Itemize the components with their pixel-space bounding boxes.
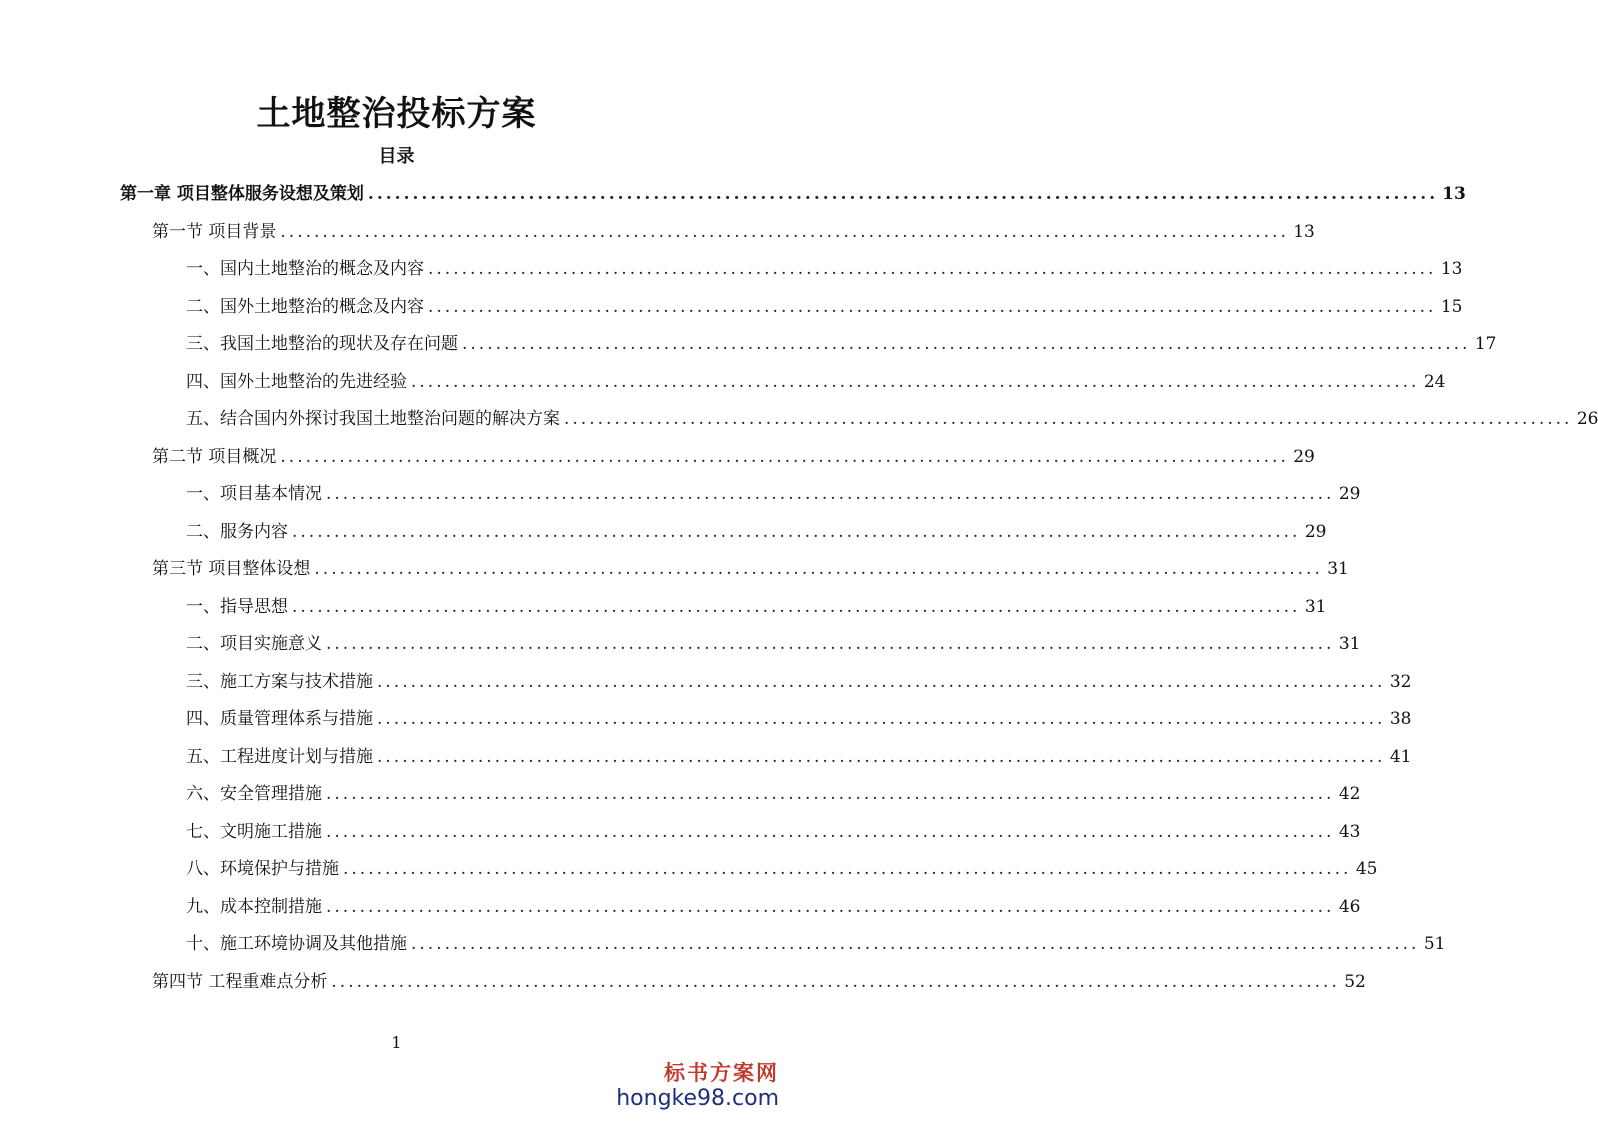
toc-leader-dots: ........................................................................................................................ <box>331 971 1340 992</box>
toc-leader-dots: ........................................................................................................................ <box>367 184 1439 204</box>
toc-leader-dots: ........................................................................................................................ <box>462 334 1471 354</box>
toc-entry[interactable] <box>152 443 1315 471</box>
toc-entry-page: 15 <box>1440 296 1463 317</box>
toc-entry[interactable] <box>186 818 1361 846</box>
toc-entry-page: 29 <box>1293 446 1315 467</box>
toc-entry[interactable] <box>120 180 1466 208</box>
toc-entry-label: 十、施工环境协调及其他措施 <box>186 934 407 954</box>
toc-entry-page: 43 <box>1338 821 1361 842</box>
toc-entry-page: 17 <box>1474 334 1497 354</box>
toc-entry-label: 七、文明施工措施 <box>186 821 322 842</box>
toc-leader-dots: ........................................................................................................................ <box>377 709 1386 729</box>
toc-entry-page: 32 <box>1389 671 1412 692</box>
toc-entry-label: 五、结合国内外探讨我国土地整治问题的解决方案 <box>186 409 560 429</box>
toc-entry-page: 31 <box>1304 596 1327 617</box>
toc-entry[interactable] <box>186 293 1463 321</box>
toc-entry-label: 一、项目基本情况 <box>186 484 322 504</box>
document-title: 土地整治投标方案 <box>256 94 537 134</box>
toc-entry-label: 六、安全管理措施 <box>186 784 322 804</box>
toc-entry-page: 41 <box>1389 746 1412 767</box>
watermark <box>616 1060 779 1112</box>
toc-entry-page: 46 <box>1338 896 1361 917</box>
toc-leader-dots: ........................................................................................................................ <box>564 409 1573 429</box>
toc-leader-dots: ........................................................................................................................ <box>326 784 1335 804</box>
toc-entry-label: 八、环境保护与措施 <box>186 859 339 879</box>
toc-entry[interactable] <box>152 218 1315 246</box>
toc-entry[interactable] <box>152 968 1366 996</box>
toc-entry[interactable] <box>186 705 1412 733</box>
toc-entry-label: 第二节 项目概况 <box>152 446 277 467</box>
toc-leader-dots: ........................................................................................................................ <box>326 896 1335 917</box>
toc-entry[interactable] <box>186 480 1361 508</box>
toc-entry-page: 45 <box>1355 859 1378 879</box>
toc-entry-label: 三、我国土地整治的现状及存在问题 <box>186 334 458 354</box>
toc-entry-page: 13 <box>1440 259 1463 279</box>
toc-entry[interactable] <box>152 555 1349 583</box>
toc-entry[interactable] <box>186 330 1497 358</box>
toc-leader-dots: ........................................................................................................................ <box>411 371 1420 392</box>
toc-entry-label: 一、指导思想 <box>186 596 288 617</box>
toc-leader-dots: ........................................................................................................................ <box>428 296 1437 317</box>
toc-entry-label: 三、施工方案与技术措施 <box>186 671 373 692</box>
toc-leader-dots: ........................................................................................................................ <box>326 484 1335 504</box>
toc-entry[interactable] <box>186 743 1412 771</box>
toc-entry-page: 26 <box>1576 409 1598 429</box>
toc-entry-page: 31 <box>1338 634 1361 654</box>
toc-entry-label: 一、国内土地整治的概念及内容 <box>186 259 424 279</box>
toc-entry-label: 九、成本控制措施 <box>186 896 322 917</box>
toc-entry[interactable] <box>186 668 1412 696</box>
page-number: 1 <box>391 1033 402 1052</box>
toc-entry[interactable] <box>186 930 1446 958</box>
toc-entry-page: 31 <box>1327 559 1349 579</box>
toc-entry[interactable] <box>186 368 1446 396</box>
toc-entry-page: 42 <box>1338 784 1361 804</box>
toc-entry-label: 第一节 项目背景 <box>152 221 277 242</box>
toc-leader-dots: ........................................................................................................................ <box>428 259 1437 279</box>
toc-leader-dots: ........................................................................................................................ <box>292 596 1301 617</box>
toc-entry-page: 29 <box>1338 484 1361 504</box>
watermark-name: 标书方案网 <box>664 1060 779 1085</box>
toc-entry[interactable] <box>186 518 1327 546</box>
toc-entry-page: 51 <box>1423 934 1446 954</box>
toc-leader-dots: ........................................................................................................................ <box>326 634 1335 654</box>
toc-entry-page: 29 <box>1304 521 1327 542</box>
toc-leader-dots: ........................................................................................................................ <box>377 746 1386 767</box>
toc-entry[interactable] <box>186 855 1378 883</box>
toc-heading: 目录 <box>378 146 415 167</box>
toc-entry-page: 13 <box>1442 184 1466 204</box>
toc-entry-label: 二、服务内容 <box>186 521 288 542</box>
toc-entry-label: 五、工程进度计划与措施 <box>186 746 373 767</box>
toc-leader-dots: ........................................................................................................................ <box>314 559 1323 579</box>
toc-entry-label: 第三节 项目整体设想 <box>152 559 311 579</box>
toc-entry-page: 38 <box>1389 709 1412 729</box>
toc-leader-dots: ........................................................................................................................ <box>326 821 1335 842</box>
toc-leader-dots: ........................................................................................................................ <box>411 934 1420 954</box>
toc-leader-dots: ........................................................................................................................ <box>343 859 1352 879</box>
toc-entry-label: 四、质量管理体系与措施 <box>186 709 373 729</box>
toc-entry[interactable] <box>186 893 1361 921</box>
toc-leader-dots: ........................................................................................................................ <box>377 671 1386 692</box>
toc-entry-page: 52 <box>1344 971 1366 992</box>
toc-entry-label: 二、项目实施意义 <box>186 634 322 654</box>
toc-entry[interactable] <box>186 593 1327 621</box>
toc-entry[interactable] <box>186 630 1361 658</box>
toc-entry-page: 13 <box>1293 221 1315 242</box>
toc-entry-page: 24 <box>1423 371 1446 392</box>
toc-entry-label: 二、国外土地整治的概念及内容 <box>186 296 424 317</box>
toc-leader-dots: ........................................................................................................................ <box>280 446 1289 467</box>
toc-entry[interactable] <box>186 255 1463 283</box>
toc-leader-dots: ........................................................................................................................ <box>292 521 1301 542</box>
toc-leader-dots: ........................................................................................................................ <box>280 221 1289 242</box>
toc-entry-label: 四、国外土地整治的先进经验 <box>186 371 407 392</box>
toc-entry[interactable] <box>186 405 1598 433</box>
toc-entry[interactable] <box>186 780 1361 808</box>
watermark-url: hongke98.com <box>616 1086 779 1111</box>
toc-entry-label: 第一章 项目整体服务设想及策划 <box>120 184 364 204</box>
toc-entry-label: 第四节 工程重难点分析 <box>152 971 328 992</box>
